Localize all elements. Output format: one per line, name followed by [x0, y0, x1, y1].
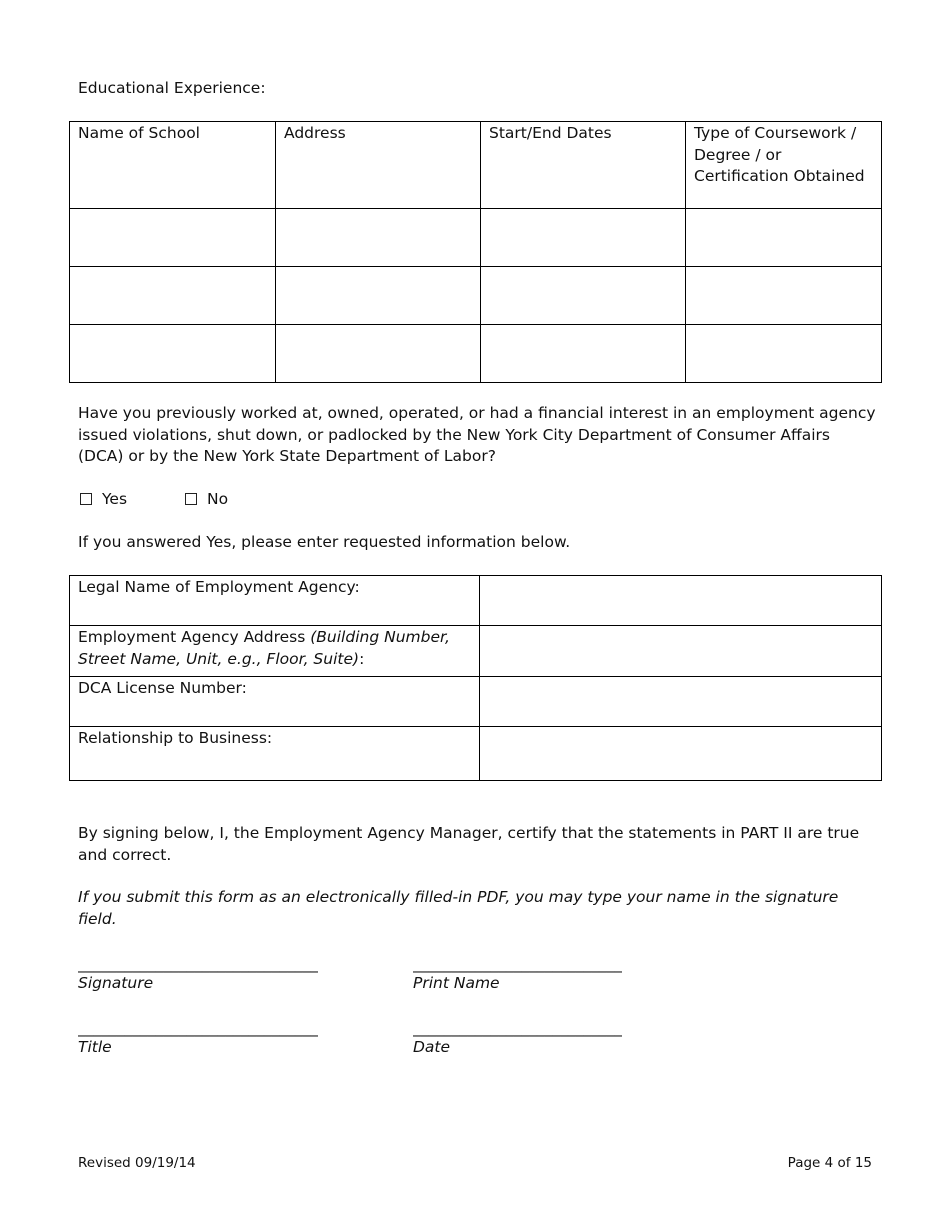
- education-table: [69, 121, 882, 383]
- table-cell[interactable]: [276, 209, 481, 267]
- followup-instruction: If you answered Yes, please enter requested information below.: [78, 533, 571, 551]
- revision-date: Revised 09/19/14: [78, 1155, 196, 1171]
- address-label: Employment Agency Address: [78, 628, 306, 646]
- table-cell[interactable]: [686, 325, 882, 383]
- title-label: Title: [78, 1038, 112, 1056]
- address-label-cell: [70, 626, 480, 677]
- table-row: [70, 325, 882, 383]
- license-field[interactable]: [480, 677, 882, 727]
- relationship-field[interactable]: [480, 727, 882, 781]
- yes-checkbox[interactable]: [80, 490, 127, 508]
- column-header-school: Name of School: [70, 122, 276, 209]
- yes-no-options: [80, 488, 228, 510]
- table-row: [70, 626, 882, 677]
- table-row: [70, 209, 882, 267]
- table-cell[interactable]: [276, 325, 481, 383]
- certification-statement: By signing below, I, the Employment Agency Manager, certify that the statements in PART II are true and correct.: [78, 824, 860, 864]
- agency-table: [69, 575, 882, 781]
- no-label: No: [207, 490, 229, 508]
- table-cell[interactable]: [686, 267, 882, 325]
- table-cell[interactable]: [481, 209, 686, 267]
- date-label: Date: [413, 1038, 451, 1056]
- education-header-row: [70, 122, 882, 209]
- table-row: [70, 677, 882, 727]
- page-number: Page 4 of 15: [787, 1155, 872, 1171]
- legal-name-field[interactable]: [480, 576, 882, 626]
- signature-label: Signature: [78, 974, 154, 992]
- date-line[interactable]: ___________________________: [413, 1019, 623, 1037]
- checkbox-icon[interactable]: [185, 493, 197, 505]
- table-row: [70, 267, 882, 325]
- education-heading: Educational Experience:: [78, 79, 266, 97]
- table-cell[interactable]: [70, 209, 276, 267]
- print-name-label: Print Name: [413, 974, 500, 992]
- table-cell[interactable]: [481, 325, 686, 383]
- address-hint: (Building Number, Street Name, Unit, e.g., Floor, Suite): [78, 628, 450, 668]
- table-cell[interactable]: [481, 267, 686, 325]
- table-cell[interactable]: [70, 325, 276, 383]
- relationship-label: Relationship to Business:: [70, 727, 480, 781]
- table-cell[interactable]: [70, 267, 276, 325]
- violation-question: Have you previously worked at, owned, operated, or had a financial interest in an employment agency issued violations, shut down, or padlocked by the New York City Department of Consumer Affairs (DCA) or by the New York State Department of Labor?: [78, 404, 876, 465]
- address-field[interactable]: [480, 626, 882, 677]
- table-row: [70, 576, 882, 626]
- column-header-address: Address: [276, 122, 481, 209]
- yes-label: Yes: [102, 490, 128, 508]
- no-checkbox[interactable]: [185, 490, 228, 508]
- column-header-coursework: Type of Coursework / Degree / or Certification Obtained: [686, 122, 882, 209]
- signature-line[interactable]: _______________________________: [78, 955, 319, 973]
- table-row: [70, 727, 882, 781]
- table-cell[interactable]: [276, 267, 481, 325]
- table-cell[interactable]: [686, 209, 882, 267]
- title-line[interactable]: _______________________________: [78, 1019, 319, 1037]
- column-header-dates: Start/End Dates: [481, 122, 686, 209]
- print-name-line[interactable]: ___________________________: [413, 955, 623, 973]
- electronic-signature-note: If you submit this form as an electronically filled-in PDF, you may type your name in the signature field.: [78, 888, 839, 928]
- checkbox-icon[interactable]: [80, 493, 92, 505]
- legal-name-label: Legal Name of Employment Agency:: [70, 576, 480, 626]
- license-label: DCA License Number:: [70, 677, 480, 727]
- address-colon: :: [359, 649, 365, 668]
